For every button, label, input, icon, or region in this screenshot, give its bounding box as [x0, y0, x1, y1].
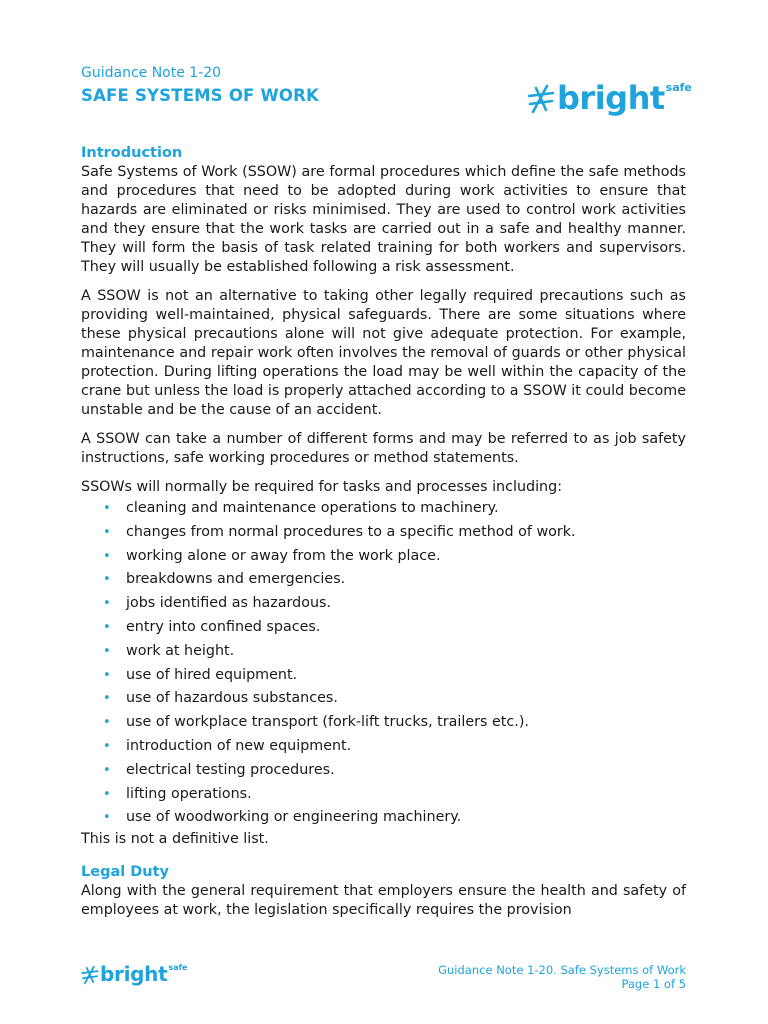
- bullet-text: use of hired equipment.: [126, 666, 298, 683]
- guidance-note-number: Guidance Note 1-20: [81, 65, 222, 81]
- bullet-item: [81, 568, 686, 592]
- page-footer: [438, 963, 686, 991]
- bullet-marker: •: [103, 715, 111, 731]
- legal-duty-paragraph: Along with the general requirement that employers ensure the health and safety of employees at work, the legislation specifically requires the provision: [81, 883, 686, 919]
- task-bullet-list: [81, 497, 686, 830]
- logo-superscript: safe: [665, 81, 692, 94]
- bullet-item: [81, 592, 686, 616]
- bullet-item: [81, 545, 686, 569]
- footer-logo-wordmark: bright: [100, 962, 168, 986]
- bullet-text: electrical testing procedures.: [126, 761, 335, 778]
- bullet-item: [81, 687, 686, 711]
- intro-paragraph-2: A SSOW is not an alternative to taking other legally required precautions such as providing well-maintained, physical safeguards. There are some situations where these physical precautions alone will not give adequate protection. For example, maintenance and repair work often involves the removal of guards or other physical protection. During lifting operations the load may be well within the capacity of the crane but unless the load is properly attached according to a SSOW it could become unstable and be the cause of an accident.: [81, 288, 686, 418]
- bullet-item: [81, 664, 686, 688]
- footer-doc-reference: Guidance Note 1-20. Safe Systems of Work: [438, 963, 686, 977]
- intro-paragraph-3: A SSOW can take a number of different forms and may be referred to as job safety instructions, safe working procedures or method statements.: [81, 431, 686, 466]
- bullet-marker: •: [103, 572, 111, 588]
- bullet-marker: •: [103, 691, 111, 707]
- brightsafe-logo: [527, 78, 692, 118]
- bullet-marker: •: [103, 810, 111, 826]
- bullet-item: [81, 735, 686, 759]
- bullet-marker: •: [103, 548, 111, 564]
- bullet-text: use of workplace transport (fork-lift trucks, trailers etc.).: [126, 714, 529, 731]
- bullet-marker: •: [103, 501, 111, 516]
- logo-wordmark: bright: [557, 79, 665, 117]
- bullet-item: [81, 521, 686, 545]
- bright-safe-star-icon: [81, 965, 99, 985]
- section-heading-legal-duty: Legal Duty: [81, 864, 169, 881]
- bullet-text: working alone or away from the work place.: [126, 547, 441, 564]
- bullet-item: [81, 806, 686, 830]
- bullet-item: [81, 711, 686, 735]
- bullet-marker: •: [103, 596, 111, 612]
- bullet-text: cleaning and maintenance operations to machinery.: [126, 500, 499, 516]
- footer-logo-superscript: safe: [168, 963, 188, 972]
- footer-page-number: Page 1 of 5: [621, 977, 686, 991]
- bullet-text: lifting operations.: [126, 785, 252, 802]
- bullet-item: [81, 783, 686, 807]
- bullet-text: changes from normal procedures to a specific method of work.: [126, 523, 576, 540]
- list-closing-note: This is not a definitive list.: [81, 831, 269, 848]
- bright-safe-star-icon: [527, 84, 555, 114]
- bullet-text: work at height.: [126, 642, 235, 659]
- main-content: [81, 143, 686, 920]
- page-title: SAFE SYSTEMS OF WORK: [81, 86, 319, 105]
- bullet-item: [81, 759, 686, 783]
- bullet-item: [81, 640, 686, 664]
- section-heading-introduction: Introduction: [81, 145, 183, 161]
- intro-paragraph-1: Safe Systems of Work (SSOW) are formal procedures which define the safe methods and procedures that need to be adopted during work activities to ensure that hazards are eliminated or risks minimised. They are used to control work activities and they ensure that the work tasks are carried out in a safe and healthy manner. They will form the basis of task related training for both workers and supervisors. They will usually be established following a risk assessment.: [81, 164, 686, 275]
- bullet-marker: •: [103, 738, 111, 754]
- bullet-item: [81, 497, 686, 521]
- bullet-text: use of woodworking or engineering machinery.: [126, 809, 462, 826]
- bullet-text: introduction of new equipment.: [126, 737, 352, 754]
- bullet-text: breakdowns and emergencies.: [126, 571, 346, 588]
- bullet-text: jobs identified as hazardous.: [126, 595, 332, 612]
- bullet-marker: •: [103, 667, 111, 683]
- bullet-marker: •: [103, 619, 111, 635]
- bullet-text: use of hazardous substances.: [126, 690, 338, 707]
- bullet-marker: •: [103, 786, 111, 802]
- footer-brightsafe-logo: [81, 962, 187, 986]
- bullet-text: entry into confined spaces.: [126, 618, 321, 635]
- bullet-marker: •: [103, 643, 111, 659]
- bullet-marker: •: [103, 524, 111, 540]
- intro-paragraph-4: SSOWs will normally be required for tasks and processes including:: [81, 479, 563, 495]
- bullet-item: [81, 616, 686, 640]
- bullet-marker: •: [103, 762, 111, 778]
